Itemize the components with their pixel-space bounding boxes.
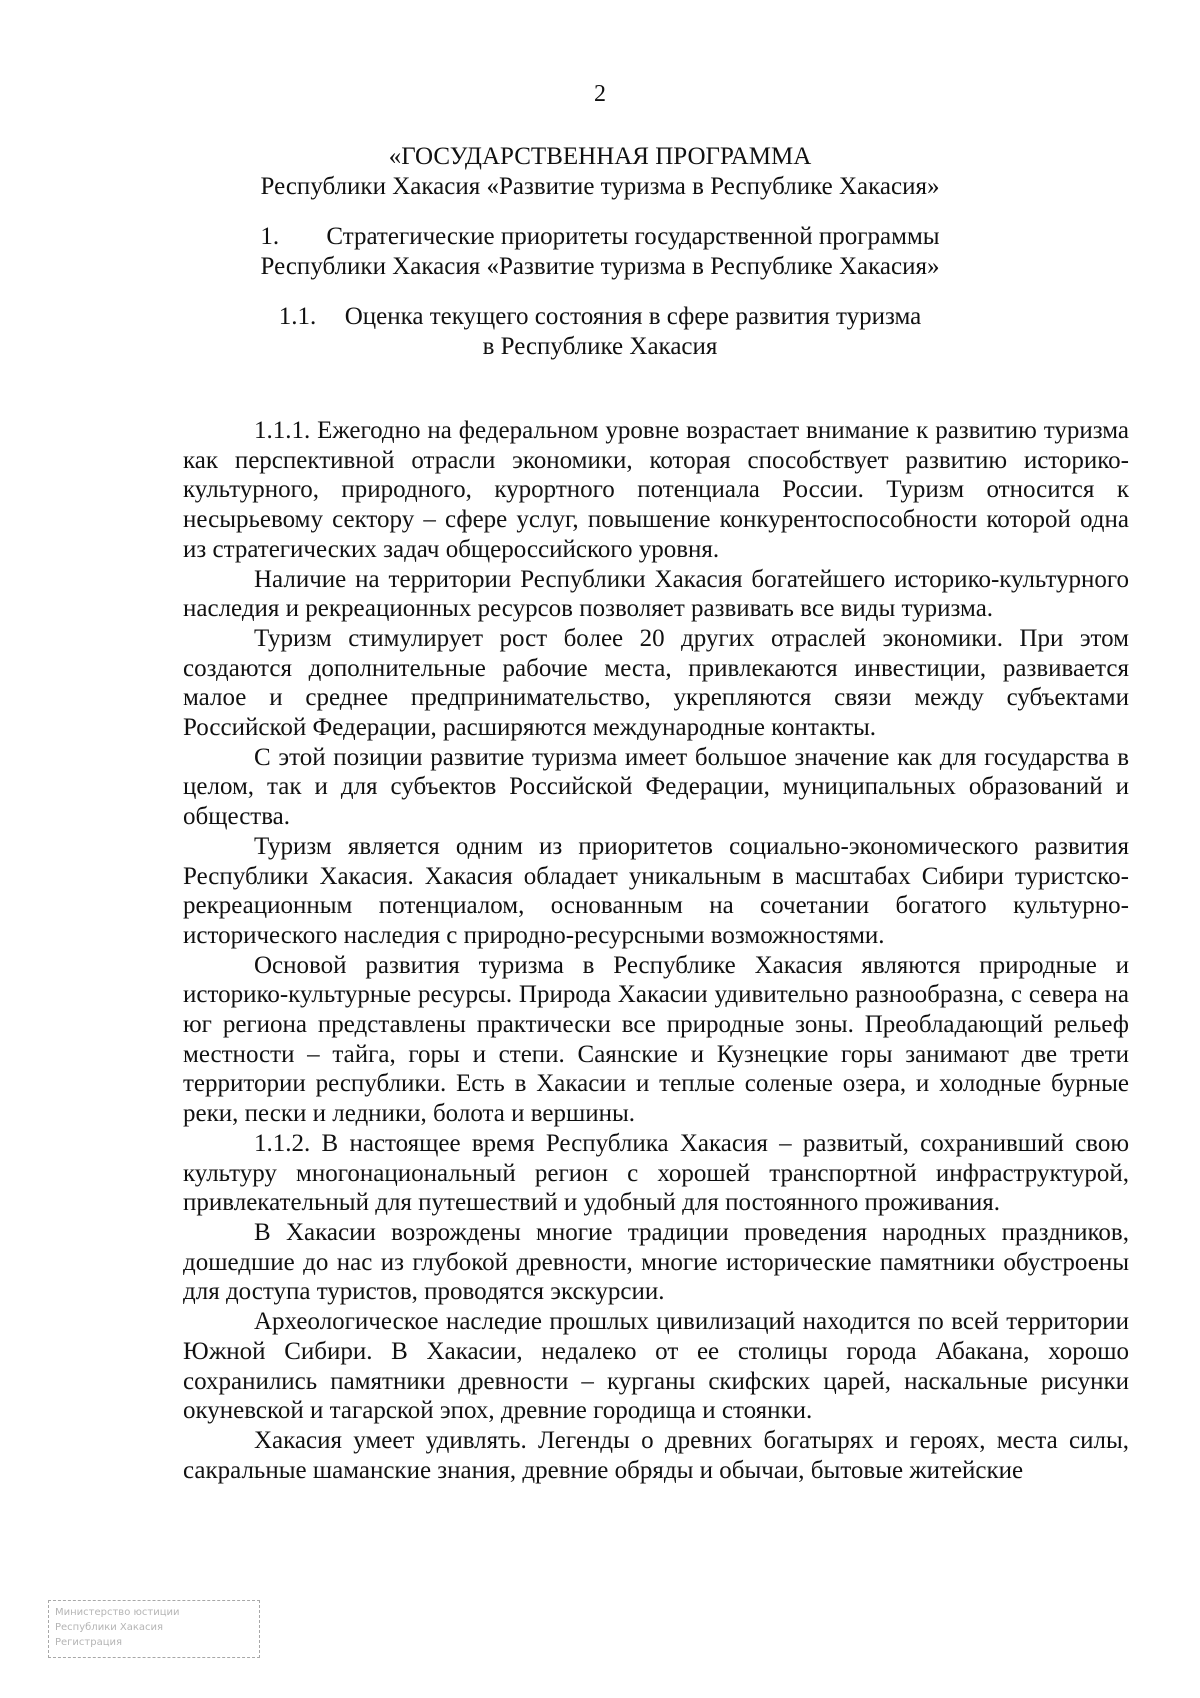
page-number: 2 — [594, 81, 606, 107]
section-title-line-1: Стратегические приоритеты государственной программы — [326, 223, 940, 250]
paragraph: Наличие на территории Республики Хакасия богатейшего историко-культурного наследия и рекреационных ресурсов позволяет развивать все виды туризма. — [183, 565, 1129, 623]
subsection-heading-block — [279, 302, 922, 332]
paragraph: В Хакасии возрождены многие традиции проведения народных праздников, дошедшие до нас из глубокой древности, многие исторические памятники обустроены для доступа туристов, проводятся экскурсии. — [183, 1218, 1129, 1306]
subsection-title-line-1: Оценка текущего состояния в сфере развития туризма — [344, 303, 922, 330]
paragraph: Хакасия умеет удивлять. Легенды о древних богатырях и героях, места силы, сакральные шаманские знания, древние обряды и обычаи, бытовые житейские — [183, 1426, 1129, 1484]
paragraph: С этой позиции развитие туризма имеет большое значение как для государства в целом, так и для субъектов Российской Федерации, муниципальных образований и общества. — [183, 743, 1129, 831]
stamp-line-2: Республики Хакасия — [55, 1622, 164, 1633]
section-heading — [0, 222, 1200, 282]
stamp-line-3: Регистрация — [55, 1637, 123, 1648]
title-line-1: «ГОСУДАРСТВЕННАЯ ПРОГРАММА — [388, 143, 812, 170]
stamp-line-1: Министерство юстиции — [55, 1607, 180, 1618]
document-title — [0, 142, 1200, 202]
paragraph: 1.1.2. В настоящее время Республика Хакасия – развитый, сохранивший свою культуру многонациональный регион с хорошей транспортной инфраструктурой, привлекательный для путешествий и удобный для постоянного проживания. — [183, 1129, 1129, 1217]
subsection-number: 1.1. — [278, 303, 317, 330]
paragraph: Основой развития туризма в Республике Хакасия являются природные и историко-культурные ресурсы. Природа Хакасии удивительно разнообразна, с севера на юг региона представлены практически все природные зоны. Преобладающий рельеф местности – тайга, горы и степи. Саянские и Кузнецкие горы занимают две трети территории республики. Есть в Хакасии и теплые соленые озера, и холодные бурные реки, пески и ледники, болота и вершины. — [183, 951, 1129, 1128]
section-heading-block — [260, 222, 939, 252]
section-number: 1. — [260, 223, 280, 250]
title-line-2: Республики Хакасия «Развитие туризма в Республике Хакасия» — [260, 173, 940, 200]
paragraph: 1.1.1. Ежегодно на федеральном уровне возрастает внимание к развитию туризма как перспективной отрасли экономики, которая способствует развитию историко-культурного, природного, курортного потенциала России. Туризм относится к несырьевому сектору – сфере услуг, повышение конкурентоспособности которой одна из стратегических задач общероссийского уровня. — [183, 417, 1129, 563]
paragraph: Археологическое наследие прошлых цивилизаций находится по всей территории Южной Сибири. В Хакасии, недалеко от ее столицы города Абакана, хорошо сохранились памятники древности – курганы скифских царей, наскальные рисунки окуневской и тагарской эпох, древние городища и стоянки. — [183, 1308, 1129, 1425]
subsection-heading — [0, 302, 1200, 362]
paragraph: Туризм является одним из приоритетов социально-экономического развития Республики Хакасия. Хакасия обладает уникальным в масштабах Сибири туристско-рекреационным потенциалом, основанным на сочетании богатого культурно-исторического наследия с природно-ресурсными возможностями. — [183, 832, 1129, 949]
section-title-line-2: Республики Хакасия «Развитие туризма в Республике Хакасия» — [260, 253, 940, 280]
subsection-title-line-2: в Республике Хакасия — [482, 333, 718, 360]
paragraph: Туризм стимулирует рост более 20 других отраслей экономики. При этом создаются дополнительные рабочие места, привлекаются инвестиции, развивается малое и среднее предпринимательство, укрепляются связи между субъектами Российской Федерации, расширяются международные контакты. — [183, 624, 1129, 742]
body-text — [183, 416, 1129, 1485]
registration-stamp — [48, 1600, 260, 1658]
